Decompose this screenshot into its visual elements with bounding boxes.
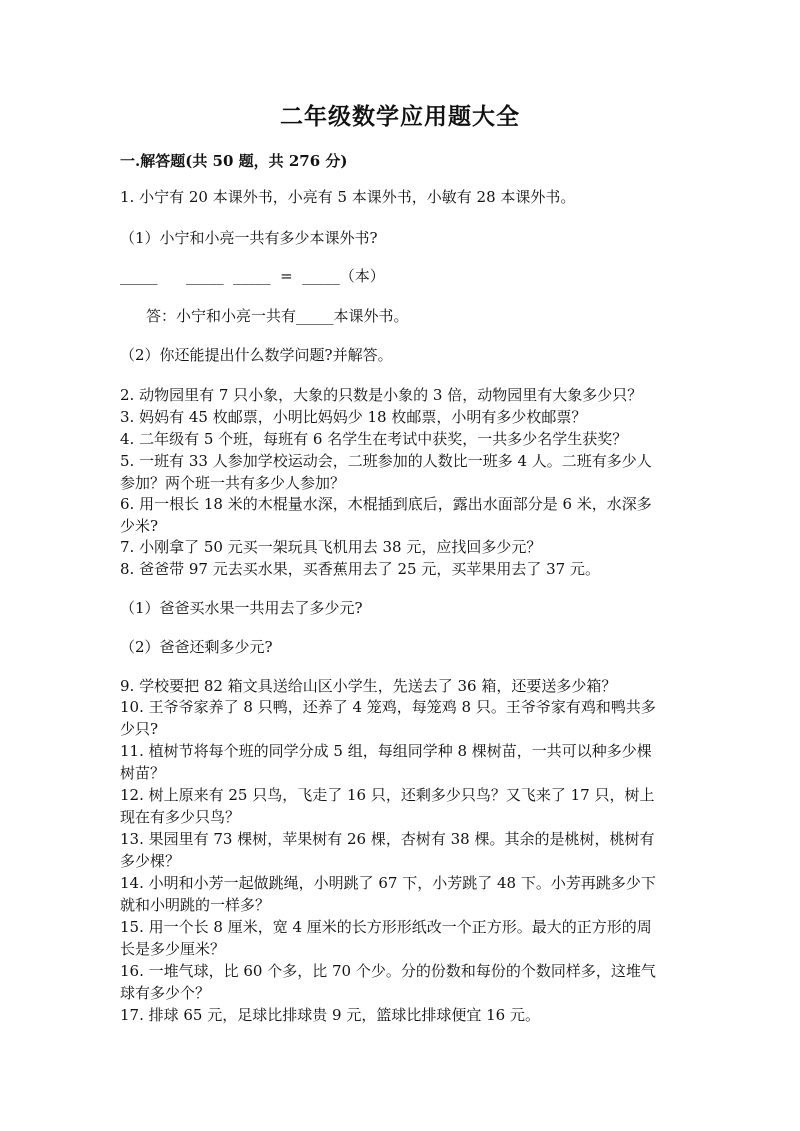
question-10-line-1: 10. 王爷爷家养了 8 只鸭，还养了 4 笼鸡，每笼鸡 8 只。王爷爷家有鸡和鸭共多 bbox=[120, 698, 656, 716]
question-5-line-2: 参加？两个班一共有多少人参加？ bbox=[120, 474, 346, 492]
question-17: 17. 排球 65 元，足球比排球贵 9 元，篮球比排球便宜 16 元。 bbox=[120, 1006, 540, 1024]
question-12-line-2: 现在有多少只鸟？ bbox=[120, 808, 241, 826]
question-2: 2. 动物园里有 7 只小象，大象的只数是小象的 3 倍，动物园里有大象多少只？ bbox=[120, 386, 643, 404]
question-15-line-2: 长是多少厘米？ bbox=[120, 940, 226, 958]
question-7: 7. 小刚拿了 50 元买一架玩具飞机用去 38 元，应找回多少元？ bbox=[120, 538, 542, 556]
question-15-line-1: 15. 用一个长 8 厘米，宽 4 厘米的长方形形纸改一个正方形。最大的正方形的周 bbox=[120, 918, 652, 936]
question-13-line-2: 多少棵？ bbox=[120, 852, 181, 870]
question-5-line-1: 5. 一班有 33 人参加学校运动会，二班参加的人数比一班多 4 人。二班有多少人 bbox=[120, 452, 652, 470]
question-10-line-2: 少只? bbox=[120, 720, 159, 738]
section-heading: 一.解答题(共 50 题，共 276 分) bbox=[120, 152, 348, 170]
question-8-sub-1: （1）爸爸买水果一共用去了多少元? bbox=[120, 599, 363, 617]
question-12-line-1: 12. 树上原来有 25 只鸟，飞走了 16 只，还剩多少只鸟？又飞来了 17 只，树上 bbox=[120, 786, 655, 804]
question-16-line-2: 球有多少个？ bbox=[120, 984, 211, 1002]
question-6-line-1: 6. 用一根长 18 米的木棍量水深，木棍插到底后，露出水面部分是 6 米，水深多 bbox=[120, 495, 652, 513]
question-9: 9. 学校要把 82 箱文具送给山区小学生，先送去了 36 箱，还要送多少箱？ bbox=[120, 677, 617, 695]
question-14-line-1: 14. 小明和小芳一起做跳绳，小明跳了 67 下，小芳跳了 48 下。小芳再跳多少下 bbox=[120, 874, 656, 892]
question-1-stem: 1. 小宁有 20 本课外书，小亮有 5 本课外书，小敏有 28 本课外书。 bbox=[120, 188, 576, 206]
question-14-line-2: 就和小明跳的一样多？ bbox=[120, 896, 271, 914]
question-11-line-2: 树苗？ bbox=[120, 764, 166, 782]
question-6-line-2: 少米? bbox=[120, 517, 159, 535]
question-3: 3. 妈妈有 45 枚邮票，小明比妈妈少 18 枚邮票，小明有多少枚邮票？ bbox=[120, 408, 587, 426]
question-16-line-1: 16. 一堆气球，比 60 个多，比 70 个少。分的份数和每份的个数同样多，这堆气 bbox=[120, 962, 656, 980]
question-11-line-1: 11. 植树节将每个班的同学分成 5 组，每组同学种 8 棵树苗，一共可以种多少棵 bbox=[120, 742, 652, 760]
page-title: 二年级数学应用题大全 bbox=[280, 103, 520, 130]
question-1-sub-1: （1）小宁和小亮一共有多少本课外书? bbox=[120, 229, 378, 247]
question-4: 4. 二年级有 5 个班，每班有 6 名学生在考试中获奖，一共多少名学生获奖？ bbox=[120, 430, 628, 448]
question-1-sub-2: （2）你还能提出什么数学问题?并解答。 bbox=[120, 346, 393, 364]
question-1-answer: 答：小宁和小亮一共有_____本课外书。 bbox=[146, 307, 409, 325]
question-1-blanks: _____ _____ _____ = _____（本） bbox=[120, 267, 385, 285]
question-8-stem: 8. 爸爸带 97 元去买水果，买香蕉用去了 25 元，买苹果用去了 37 元。 bbox=[120, 560, 600, 578]
question-13-line-1: 13. 果园里有 73 棵树，苹果树有 26 棵，杏树有 38 棵。其余的是桃树，桃树有 bbox=[120, 830, 655, 848]
question-8-sub-2: （2）爸爸还剩多少元? bbox=[120, 638, 273, 656]
